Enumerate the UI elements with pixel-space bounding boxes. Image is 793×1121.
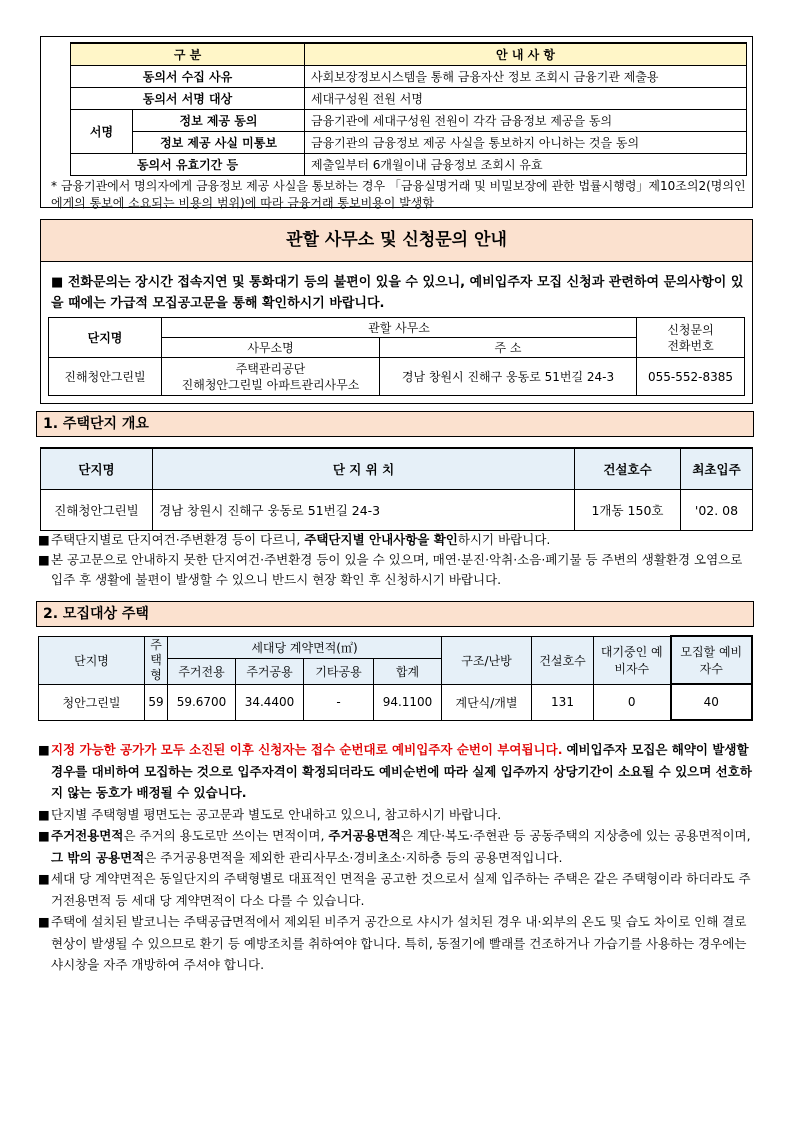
office-row-phone: 055-552-8385 (637, 358, 745, 396)
complex-table (40, 447, 753, 531)
consent-row-value: 금융기관의 금융정보 제공 사실을 통보하지 아니하는 것을 동의 (305, 132, 747, 154)
list-item (36, 911, 758, 976)
consent-row-label: 정보 제공 사실 미통보 (133, 132, 305, 154)
consent-note: * 금융기관에서 명의자에게 금융정보 제공 사실을 통보하는 경우 「금융실명거래 및 비밀보장에 관한 법률시행령」제10조의2(명의인에게의 통보에 소요되는 비용의 범위)에 따라 금융거래 통보비용이 발생함 (51, 179, 746, 210)
list-item (36, 804, 758, 826)
office-col-address: 주 소 (380, 338, 637, 358)
consent-row-label: 동의서 유효기간 등 (71, 154, 305, 176)
section2-title: 2. 모집대상 주택 (36, 601, 754, 627)
consent-row-value: 세대구성원 전원 서명 (305, 88, 747, 110)
supply-header-waiting: 대기중인 예비자수 (594, 636, 671, 684)
supply-cell: 59 (145, 684, 168, 720)
complex-cell: 진해청안그린빌 (41, 490, 153, 531)
bullet-icon: ■ (38, 871, 50, 886)
supply-header-area-common: 주거공용 (236, 658, 304, 684)
supply-header-units: 건설호수 (532, 636, 594, 684)
office-col-phone-1: 신청문의 (667, 322, 714, 337)
supply-header-area-private: 주거전용 (168, 658, 236, 684)
bullet-text: 하시기 바랍니다. (457, 532, 551, 547)
supply-header-area-total: 합계 (374, 658, 442, 684)
supply-cell: 59.6700 (168, 684, 236, 720)
list-item (36, 550, 758, 590)
office-row-complex: 진해청안그린빌 (49, 358, 162, 396)
bullet-text-bold: 주거전용면적 (51, 828, 124, 843)
list-item (36, 530, 758, 550)
office-name-line-2: 진해청안그린빌 아파트관리사무소 (181, 377, 360, 392)
office-row-address: 경남 창원시 진해구 웅동로 51번길 24-3 (380, 358, 637, 396)
bullet-icon: ■ (38, 532, 50, 547)
office-row-office-name (162, 358, 380, 396)
office-col-phone-2: 전화번호 (667, 338, 714, 353)
supply-cell: 34.4400 (236, 684, 304, 720)
bullet-text: 은 계단·복도·주현관 등 공동주택의 지상층에 있는 공용면적이며, (400, 828, 751, 843)
bullet-icon: ■ (51, 275, 64, 290)
complex-header: 최초입주 (681, 448, 753, 490)
bullet-text-bold: 예비입주자 모집은 해약이 발생할 경우를 대비하여 모집하는 것으로 입주자격이 확정되더라도 예비순번에 따라 실제 입주까지 상당기간이 소요될 수 있으며 선호하지 않는 동호가 배정될 수 있습니다. (51, 742, 752, 800)
consent-row-value: 금융기관에 세대구성원 전원이 각각 금융정보 제공을 동의 (305, 110, 747, 132)
office-name-line-1: 주택관리공단 (235, 361, 306, 376)
office-col-office: 관할 사무소 (162, 318, 637, 338)
office-col-complex: 단지명 (49, 318, 162, 358)
bullet-text-red: 지정 가능한 공가가 모두 소진된 이후 신청자는 접수 순번대로 예비입주자 순번이 부여됩니다. (51, 742, 563, 757)
section1-title: 1. 주택단지 개요 (36, 411, 754, 437)
bullet-icon: ■ (38, 742, 50, 757)
bullet-text-bold: 주택단지별 안내사항을 확인 (304, 532, 458, 547)
office-table (48, 317, 745, 396)
supply-cell: 계단식/개별 (442, 684, 532, 720)
bullet-text: 은 주거공용면적을 제외한 관리사무소·경비초소·지하층 등의 공용면적입니다. (144, 849, 563, 865)
supply-header-area-other: 기타공용 (304, 658, 374, 684)
supply-header-recruit: 모집할 예비자수 (671, 636, 753, 684)
consent-box (40, 36, 753, 208)
bullet-text: 은 주거의 용도로만 쓰이는 면적이며, (123, 828, 329, 843)
list-item (36, 868, 758, 911)
bullet-text: 세대 당 계약면적은 동일단지의 주택형별로 대표적인 면적을 공고한 것으로서 실제 입주하는 주택은 같은 주택형이라 하더라도 주거전용면적 등 세대 당 계약면적이 다소 다를 수 있습니다. (51, 871, 751, 908)
office-box (40, 219, 753, 404)
office-col-phone (637, 318, 745, 358)
consent-group-signature: 서명 (71, 110, 133, 154)
section1-bullets (36, 530, 758, 590)
section2-bullets (36, 739, 758, 976)
bullet-text: 본 공고문으로 안내하지 못한 단지여건·주변환경 등이 있을 수 있으며, 매연·분진·악취·소음·폐기물 등 주변의 생활환경 오염으로 입주 후 생활에 불편이 발생할 수 있으니 반드시 현장 확인 후 신청하시기 바랍니다. (51, 552, 743, 587)
bullet-text: 주택단지별로 단지여건·주변환경 등이 다르니, (51, 532, 305, 547)
list-item (36, 825, 758, 868)
consent-row-label: 정보 제공 동의 (133, 110, 305, 132)
consent-header-right: 안 내 사 항 (305, 43, 747, 66)
bullet-icon: ■ (38, 552, 50, 567)
consent-row-value: 제출일부터 6개월이내 금융정보 조회시 유효 (305, 154, 747, 176)
complex-cell: 1개동 150호 (575, 490, 681, 531)
supply-cell: 94.1100 (374, 684, 442, 720)
bullet-icon: ■ (38, 914, 50, 929)
supply-header-structure: 구조/난방 (442, 636, 532, 684)
consent-row-label: 동의서 수집 사유 (71, 66, 305, 88)
office-title: 관할 사무소 및 신청문의 안내 (41, 220, 752, 262)
supply-header-type: 주택형 (145, 636, 168, 684)
office-col-office-name: 사무소명 (162, 338, 380, 358)
office-notice-text: 전화문의는 장시간 접속지연 및 통화대기 등의 불편이 있을 수 있으니, 예비입주자 모집 신청과 관련하여 문의사항이 있을 때에는 가급적 모집공고문을 통해 확인하시기 바랍니다. (51, 275, 744, 311)
supply-header-complex: 단지명 (39, 636, 145, 684)
complex-cell: 경남 창원시 진해구 웅동로 51번길 24-3 (153, 490, 575, 531)
complex-header: 건설호수 (575, 448, 681, 490)
supply-table (38, 635, 753, 721)
supply-cell: 청안그린빌 (39, 684, 145, 720)
bullet-text-bold: 그 밖의 공용면적 (51, 849, 145, 865)
bullet-text: 주택에 설치된 발코니는 주택공급면적에서 제외된 비주거 공간으로 샤시가 설치된 경우 내·외부의 온도 및 습도 차이로 인해 결로 현상이 발생될 수 있으므로 환기 등 예방조치를 취하여야 합니다. 특히, 동절기에 빨래를 건조하거나 가습기를 사용하는 경우에는 샤시창을 자주 개방하여 주셔야 합니다. (51, 914, 747, 972)
complex-header: 단지명 (41, 448, 153, 490)
consent-header-left: 구 분 (71, 43, 305, 66)
supply-header-area: 세대당 계약면적(㎡) (168, 636, 442, 658)
bullet-icon: ■ (38, 828, 50, 843)
supply-cell: 0 (594, 684, 671, 720)
complex-header: 단 지 위 치 (153, 448, 575, 490)
list-item (36, 739, 758, 804)
complex-cell: '02. 08 (681, 490, 753, 531)
bullet-icon: ■ (38, 806, 50, 822)
consent-row-label: 동의서 서명 대상 (71, 88, 305, 110)
bullet-text: 단지별 주택형별 평면도는 공고문과 별도로 안내하고 있으니, 참고하시기 바랍니다. (51, 806, 502, 822)
supply-cell: - (304, 684, 374, 720)
supply-cell: 131 (532, 684, 594, 720)
supply-cell: 40 (671, 684, 753, 720)
office-notice (51, 272, 746, 314)
consent-table (70, 42, 747, 176)
bullet-text-bold: 주거공용면적 (328, 828, 401, 843)
consent-row-value: 사회보장정보시스템을 통해 금융자산 정보 조회시 금융기관 제출용 (305, 66, 747, 88)
